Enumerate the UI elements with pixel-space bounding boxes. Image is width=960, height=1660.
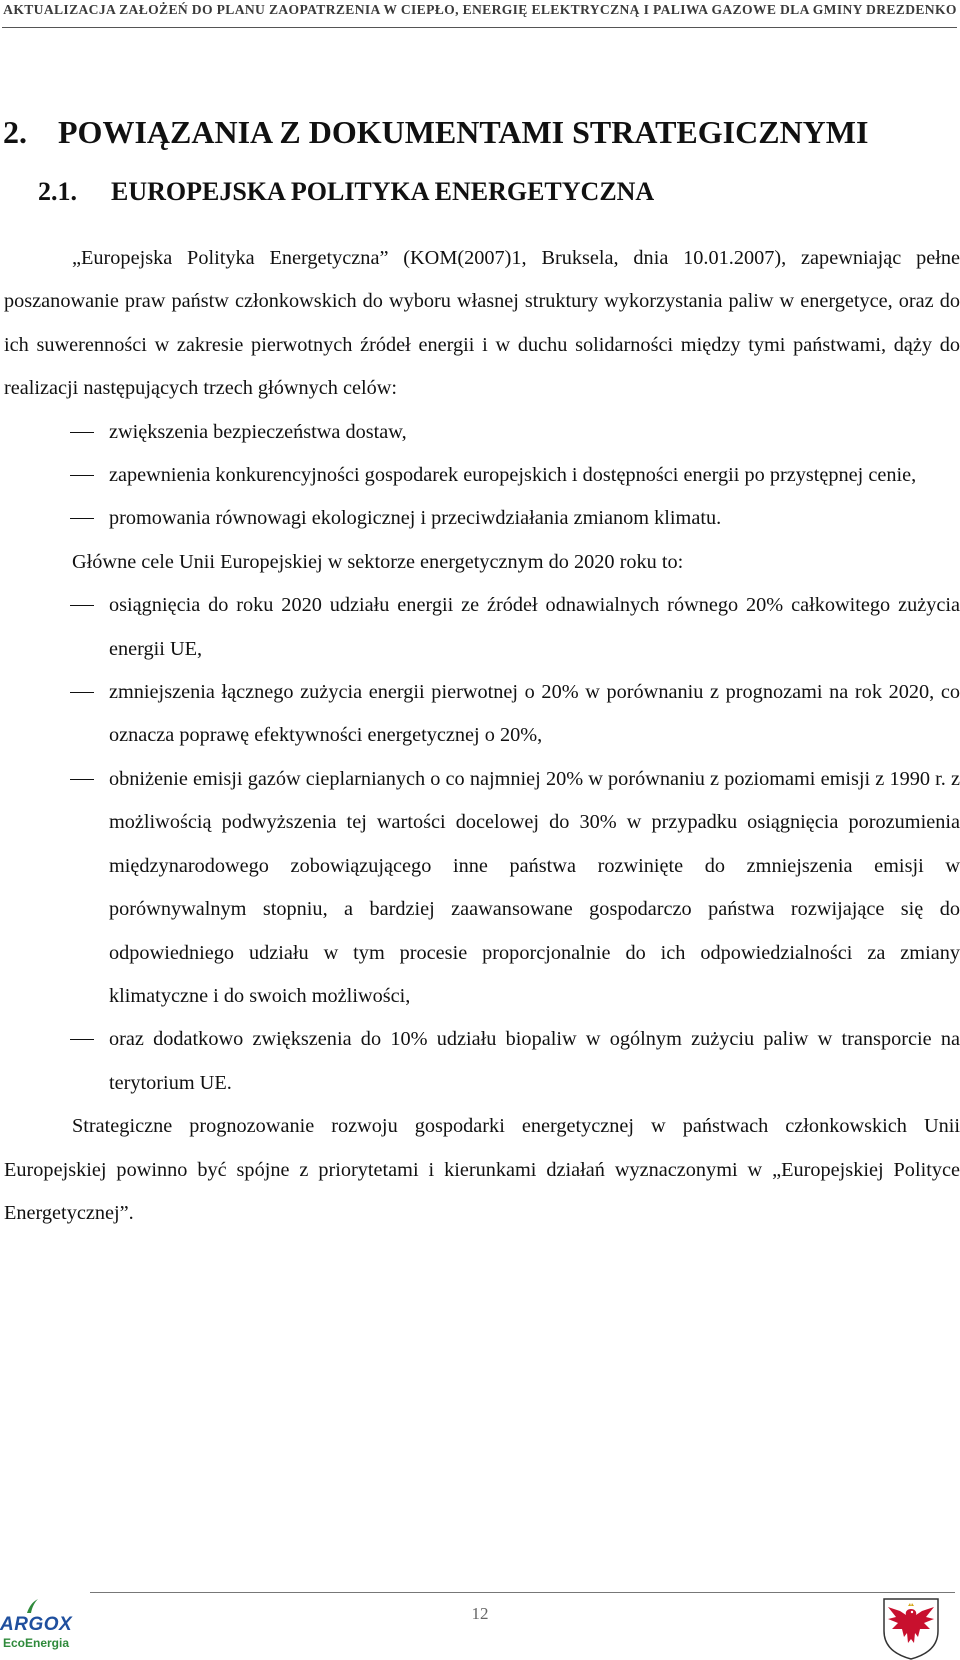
coat-of-arms-eagle-icon bbox=[882, 1597, 940, 1660]
section-heading bbox=[3, 116, 868, 148]
subsection-number: 2.1. bbox=[38, 177, 77, 206]
page-number: 12 bbox=[471, 1604, 489, 1623]
eu-goals-intro: Główne cele Unii Europejskiej w sektorze energetycznym do 2020 roku to: bbox=[72, 550, 684, 573]
list-item-text: zapewnienia konkurencyjności gospodarek europejskich i dostępności energii po przystępnej cenie, bbox=[109, 464, 917, 487]
goals-list bbox=[4, 411, 960, 541]
list-item-text: obniżenie emisji gazów cieplarnianych o co najmniej 20% w porównaniu z poziomami emisji z 1990 r. z możliwością podwyższenia tej wartości docelowej do 30% w przypadku osiągnięcia porozumienia międzynarodowego zobowiązującego inne państwa rozwinięte do zmniejszenia emisji w porównywalnym stopniu, a bardziej zaawansowane gospodarczo państwa rozwijające się do odpowiedniego udziału w tym procesie proporcjonalnie do ich odpowiedzialności za zmiany klimatyczne i do swoich możliwości, bbox=[109, 767, 960, 1007]
logo-subtitle: EcoEnergia bbox=[3, 1636, 70, 1650]
list-item bbox=[4, 584, 960, 671]
list-item bbox=[4, 1018, 960, 1105]
list-item-text: oraz dodatkowo zwiększenia do 10% udziału biopaliw w ogólnym zużyciu paliw w transporcie na terytorium UE. bbox=[109, 1028, 960, 1094]
document-body bbox=[4, 237, 960, 1235]
list-item-text: osiągnięcia do roku 2020 udziału energii ze źródeł odnawialnych równego 20% całkowitego zużycia energii UE, bbox=[109, 594, 960, 660]
subsection-title: EUROPEJSKA POLITYKA ENERGETYCZNA bbox=[111, 177, 655, 206]
list-item bbox=[4, 758, 960, 1018]
list-item bbox=[4, 454, 960, 497]
argox-logo-icon bbox=[0, 1598, 88, 1656]
list-item-text: zmniejszenia łącznego zużycia energii pierwotnej o 20% w porównaniu z prognozami na rok 2020, co oznacza poprawę efektywności energetycznej o 20%, bbox=[109, 681, 960, 747]
list-item-text: promowania równowagi ekologicznej i przeciwdziałania zmianom klimatu. bbox=[109, 507, 722, 530]
logo-brand: ARGOX bbox=[0, 1614, 73, 1635]
closing-paragraph: Strategiczne prognozowanie rozwoju gospodarki energetycznej w państwach członkowskich Unii Europejskiej powinno być spójne z priorytetami i kierunkami działań wyznaczonymi w „Europejskiej Polityce Energetycznej”. bbox=[4, 1115, 960, 1224]
subsection-heading bbox=[38, 179, 654, 205]
list-item bbox=[4, 411, 960, 454]
footer-divider bbox=[90, 1592, 955, 1593]
list-item-text: zwiększenia bezpieczeństwa dostaw, bbox=[109, 420, 407, 443]
logo-swoosh-icon bbox=[25, 1598, 39, 1614]
section-title: POWIĄZANIA Z DOKUMENTAMI STRATEGICZNYMI bbox=[58, 114, 869, 150]
intro-paragraph: „Europejska Polityka Energetyczna” (KOM(2007)1, Bruksela, dnia 10.01.2007), zapewniając pełne poszanowanie praw państw członkowskich do wyboru własnej struktury wykorzystania paliw w energetyce, oraz do ich suwerenności w zakresie pierwotnych źródeł energii i w duchu solidarności między tymi państwami, dąży do realizacji następujących trzech głównych celów: bbox=[4, 247, 960, 400]
running-header: AKTUALIZACJA ZAŁOŻEŃ DO PLANU ZAOPATRZENIA W CIEPŁO, ENERGIĘ ELEKTRYCZNĄ I PALIWA GAZOWE DLA GMINY DREZDENKO bbox=[3, 2, 957, 17]
eu-goals-list bbox=[4, 584, 960, 1105]
header-divider bbox=[2, 27, 957, 28]
section-number: 2. bbox=[3, 114, 27, 150]
list-item bbox=[4, 671, 960, 758]
list-item bbox=[4, 497, 960, 540]
